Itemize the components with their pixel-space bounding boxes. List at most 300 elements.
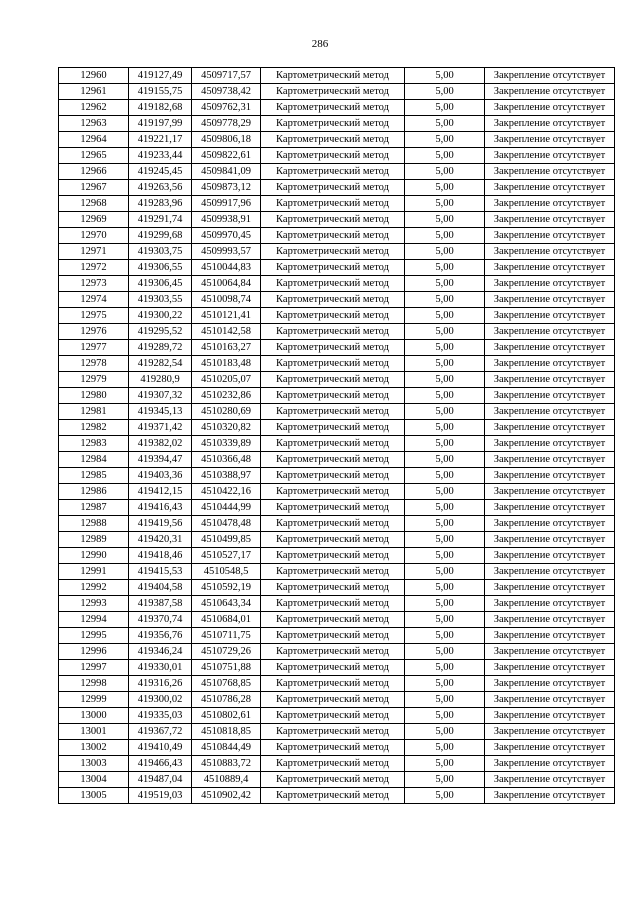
- table-row: [59, 596, 615, 612]
- method-cell: Картометрический метод: [261, 132, 405, 148]
- y-coordinate-cell: 4510142,58: [192, 324, 261, 340]
- x-coordinate-cell: 419197,99: [129, 116, 192, 132]
- table-row: [59, 292, 615, 308]
- fixing-cell: Закрепление отсутствует: [485, 788, 615, 804]
- method-cell: Картометрический метод: [261, 292, 405, 308]
- x-coordinate-cell: 419412,15: [129, 484, 192, 500]
- method-cell: Картометрический метод: [261, 500, 405, 516]
- y-coordinate-cell: 4509738,42: [192, 84, 261, 100]
- point-number-cell: 12964: [59, 132, 129, 148]
- y-coordinate-cell: 4510711,75: [192, 628, 261, 644]
- x-coordinate-cell: 419280,9: [129, 372, 192, 388]
- x-coordinate-cell: 419303,55: [129, 292, 192, 308]
- table-row: [59, 404, 615, 420]
- y-coordinate-cell: 4510883,72: [192, 756, 261, 772]
- method-cell: Картометрический метод: [261, 708, 405, 724]
- accuracy-cell: 5,00: [405, 260, 485, 276]
- fixing-cell: Закрепление отсутствует: [485, 452, 615, 468]
- method-cell: Картометрический метод: [261, 228, 405, 244]
- table-row: [59, 84, 615, 100]
- accuracy-cell: 5,00: [405, 580, 485, 596]
- x-coordinate-cell: 419300,22: [129, 308, 192, 324]
- method-cell: Картометрический метод: [261, 452, 405, 468]
- point-number-cell: 12985: [59, 468, 129, 484]
- method-cell: Картометрический метод: [261, 340, 405, 356]
- y-coordinate-cell: 4510844,49: [192, 740, 261, 756]
- x-coordinate-cell: 419370,74: [129, 612, 192, 628]
- point-number-cell: 12981: [59, 404, 129, 420]
- x-coordinate-cell: 419394,47: [129, 452, 192, 468]
- table-row: [59, 564, 615, 580]
- method-cell: Картометрический метод: [261, 436, 405, 452]
- accuracy-cell: 5,00: [405, 68, 485, 84]
- table-row: [59, 100, 615, 116]
- x-coordinate-cell: 419519,03: [129, 788, 192, 804]
- x-coordinate-cell: 419420,31: [129, 532, 192, 548]
- table-row: [59, 548, 615, 564]
- fixing-cell: Закрепление отсутствует: [485, 356, 615, 372]
- table-row: [59, 260, 615, 276]
- x-coordinate-cell: 419295,52: [129, 324, 192, 340]
- x-coordinate-cell: 419487,04: [129, 772, 192, 788]
- y-coordinate-cell: 4509762,31: [192, 100, 261, 116]
- point-number-cell: 12994: [59, 612, 129, 628]
- accuracy-cell: 5,00: [405, 244, 485, 260]
- point-number-cell: 12983: [59, 436, 129, 452]
- table-row: [59, 468, 615, 484]
- y-coordinate-cell: 4510478,48: [192, 516, 261, 532]
- x-coordinate-cell: 419221,17: [129, 132, 192, 148]
- accuracy-cell: 5,00: [405, 772, 485, 788]
- fixing-cell: Закрепление отсутствует: [485, 772, 615, 788]
- y-coordinate-cell: 4510205,07: [192, 372, 261, 388]
- accuracy-cell: 5,00: [405, 500, 485, 516]
- x-coordinate-cell: 419345,13: [129, 404, 192, 420]
- y-coordinate-cell: 4510499,85: [192, 532, 261, 548]
- y-coordinate-cell: 4509806,18: [192, 132, 261, 148]
- method-cell: Картометрический метод: [261, 612, 405, 628]
- table-row: [59, 532, 615, 548]
- x-coordinate-cell: 419330,01: [129, 660, 192, 676]
- table-row: [59, 372, 615, 388]
- y-coordinate-cell: 4510232,86: [192, 388, 261, 404]
- fixing-cell: Закрепление отсутствует: [485, 676, 615, 692]
- x-coordinate-cell: 419306,55: [129, 260, 192, 276]
- fixing-cell: Закрепление отсутствует: [485, 132, 615, 148]
- x-coordinate-cell: 419283,96: [129, 196, 192, 212]
- point-number-cell: 13002: [59, 740, 129, 756]
- point-number-cell: 12977: [59, 340, 129, 356]
- table-row: [59, 148, 615, 164]
- method-cell: Картометрический метод: [261, 100, 405, 116]
- accuracy-cell: 5,00: [405, 484, 485, 500]
- method-cell: Картометрический метод: [261, 692, 405, 708]
- fixing-cell: Закрепление отсутствует: [485, 212, 615, 228]
- y-coordinate-cell: 4509778,29: [192, 116, 261, 132]
- table-row: [59, 244, 615, 260]
- accuracy-cell: 5,00: [405, 468, 485, 484]
- accuracy-cell: 5,00: [405, 644, 485, 660]
- point-number-cell: 12961: [59, 84, 129, 100]
- fixing-cell: Закрепление отсутствует: [485, 516, 615, 532]
- y-coordinate-cell: 4510098,74: [192, 292, 261, 308]
- point-number-cell: 12996: [59, 644, 129, 660]
- y-coordinate-cell: 4510121,41: [192, 308, 261, 324]
- point-number-cell: 13001: [59, 724, 129, 740]
- fixing-cell: Закрепление отсутствует: [485, 660, 615, 676]
- accuracy-cell: 5,00: [405, 756, 485, 772]
- method-cell: Картометрический метод: [261, 388, 405, 404]
- x-coordinate-cell: 419245,45: [129, 164, 192, 180]
- table-row: [59, 740, 615, 756]
- fixing-cell: Закрепление отсутствует: [485, 164, 615, 180]
- method-cell: Картометрический метод: [261, 772, 405, 788]
- x-coordinate-cell: 419416,43: [129, 500, 192, 516]
- y-coordinate-cell: 4510280,69: [192, 404, 261, 420]
- fixing-cell: Закрепление отсутствует: [485, 548, 615, 564]
- point-number-cell: 12976: [59, 324, 129, 340]
- method-cell: Картометрический метод: [261, 580, 405, 596]
- method-cell: Картометрический метод: [261, 84, 405, 100]
- point-number-cell: 12979: [59, 372, 129, 388]
- x-coordinate-cell: 419263,56: [129, 180, 192, 196]
- x-coordinate-cell: 419306,45: [129, 276, 192, 292]
- method-cell: Картометрический метод: [261, 516, 405, 532]
- method-cell: Картометрический метод: [261, 788, 405, 804]
- x-coordinate-cell: 419410,49: [129, 740, 192, 756]
- point-number-cell: 13005: [59, 788, 129, 804]
- fixing-cell: Закрепление отсутствует: [485, 612, 615, 628]
- table-row: [59, 308, 615, 324]
- x-coordinate-cell: 419291,74: [129, 212, 192, 228]
- point-number-cell: 12960: [59, 68, 129, 84]
- table-row: [59, 212, 615, 228]
- y-coordinate-cell: 4509917,96: [192, 196, 261, 212]
- table-row: [59, 340, 615, 356]
- accuracy-cell: 5,00: [405, 596, 485, 612]
- y-coordinate-cell: 4510548,5: [192, 564, 261, 580]
- y-coordinate-cell: 4509841,09: [192, 164, 261, 180]
- x-coordinate-cell: 419346,24: [129, 644, 192, 660]
- coordinates-table: [58, 67, 615, 804]
- accuracy-cell: 5,00: [405, 708, 485, 724]
- method-cell: Картометрический метод: [261, 180, 405, 196]
- fixing-cell: Закрепление отсутствует: [485, 724, 615, 740]
- y-coordinate-cell: 4509873,12: [192, 180, 261, 196]
- accuracy-cell: 5,00: [405, 324, 485, 340]
- y-coordinate-cell: 4510366,48: [192, 452, 261, 468]
- point-number-cell: 12990: [59, 548, 129, 564]
- table-row: [59, 116, 615, 132]
- accuracy-cell: 5,00: [405, 564, 485, 580]
- point-number-cell: 12973: [59, 276, 129, 292]
- point-number-cell: 12980: [59, 388, 129, 404]
- fixing-cell: Закрепление отсутствует: [485, 756, 615, 772]
- x-coordinate-cell: 419403,36: [129, 468, 192, 484]
- point-number-cell: 12975: [59, 308, 129, 324]
- method-cell: Картометрический метод: [261, 356, 405, 372]
- method-cell: Картометрический метод: [261, 372, 405, 388]
- point-number-cell: 12995: [59, 628, 129, 644]
- fixing-cell: Закрепление отсутствует: [485, 740, 615, 756]
- method-cell: Картометрический метод: [261, 148, 405, 164]
- table-row: [59, 452, 615, 468]
- table-row: [59, 180, 615, 196]
- method-cell: Картометрический метод: [261, 196, 405, 212]
- accuracy-cell: 5,00: [405, 308, 485, 324]
- method-cell: Картометрический метод: [261, 68, 405, 84]
- table-row: [59, 164, 615, 180]
- fixing-cell: Закрепление отсутствует: [485, 436, 615, 452]
- fixing-cell: Закрепление отсутствует: [485, 116, 615, 132]
- accuracy-cell: 5,00: [405, 148, 485, 164]
- accuracy-cell: 5,00: [405, 532, 485, 548]
- method-cell: Картометрический метод: [261, 740, 405, 756]
- accuracy-cell: 5,00: [405, 132, 485, 148]
- accuracy-cell: 5,00: [405, 180, 485, 196]
- y-coordinate-cell: 4510751,88: [192, 660, 261, 676]
- y-coordinate-cell: 4510889,4: [192, 772, 261, 788]
- table-row: [59, 692, 615, 708]
- accuracy-cell: 5,00: [405, 692, 485, 708]
- fixing-cell: Закрепление отсутствует: [485, 644, 615, 660]
- table-row: [59, 500, 615, 516]
- method-cell: Картометрический метод: [261, 628, 405, 644]
- method-cell: Картометрический метод: [261, 564, 405, 580]
- method-cell: Картометрический метод: [261, 308, 405, 324]
- fixing-cell: Закрепление отсутствует: [485, 484, 615, 500]
- table-row: [59, 484, 615, 500]
- table-row: [59, 324, 615, 340]
- accuracy-cell: 5,00: [405, 660, 485, 676]
- y-coordinate-cell: 4509717,57: [192, 68, 261, 84]
- fixing-cell: Закрепление отсутствует: [485, 276, 615, 292]
- accuracy-cell: 5,00: [405, 292, 485, 308]
- coordinates-table-body: [59, 68, 615, 804]
- x-coordinate-cell: 419419,56: [129, 516, 192, 532]
- x-coordinate-cell: 419307,32: [129, 388, 192, 404]
- fixing-cell: Закрепление отсутствует: [485, 148, 615, 164]
- point-number-cell: 12997: [59, 660, 129, 676]
- point-number-cell: 12962: [59, 100, 129, 116]
- fixing-cell: Закрепление отсутствует: [485, 372, 615, 388]
- x-coordinate-cell: 419387,58: [129, 596, 192, 612]
- table-row: [59, 276, 615, 292]
- y-coordinate-cell: 4510044,83: [192, 260, 261, 276]
- point-number-cell: 12971: [59, 244, 129, 260]
- method-cell: Картометрический метод: [261, 212, 405, 228]
- fixing-cell: Закрепление отсутствует: [485, 692, 615, 708]
- point-number-cell: 12986: [59, 484, 129, 500]
- accuracy-cell: 5,00: [405, 724, 485, 740]
- accuracy-cell: 5,00: [405, 676, 485, 692]
- x-coordinate-cell: 419356,76: [129, 628, 192, 644]
- y-coordinate-cell: 4509993,57: [192, 244, 261, 260]
- accuracy-cell: 5,00: [405, 276, 485, 292]
- table-row: [59, 132, 615, 148]
- y-coordinate-cell: 4510818,85: [192, 724, 261, 740]
- table-row: [59, 388, 615, 404]
- accuracy-cell: 5,00: [405, 212, 485, 228]
- method-cell: Картометрический метод: [261, 404, 405, 420]
- accuracy-cell: 5,00: [405, 452, 485, 468]
- table-row: [59, 724, 615, 740]
- fixing-cell: Закрепление отсутствует: [485, 532, 615, 548]
- fixing-cell: Закрепление отсутствует: [485, 84, 615, 100]
- method-cell: Картометрический метод: [261, 756, 405, 772]
- accuracy-cell: 5,00: [405, 388, 485, 404]
- y-coordinate-cell: 4509822,61: [192, 148, 261, 164]
- fixing-cell: Закрепление отсутствует: [485, 244, 615, 260]
- y-coordinate-cell: 4510444,99: [192, 500, 261, 516]
- point-number-cell: 13003: [59, 756, 129, 772]
- point-number-cell: 12989: [59, 532, 129, 548]
- x-coordinate-cell: 419418,46: [129, 548, 192, 564]
- y-coordinate-cell: 4509970,45: [192, 228, 261, 244]
- method-cell: Картометрический метод: [261, 324, 405, 340]
- method-cell: Картометрический метод: [261, 532, 405, 548]
- x-coordinate-cell: 419233,44: [129, 148, 192, 164]
- x-coordinate-cell: 419382,02: [129, 436, 192, 452]
- point-number-cell: 12991: [59, 564, 129, 580]
- table-row: [59, 628, 615, 644]
- table-row: [59, 788, 615, 804]
- fixing-cell: Закрепление отсутствует: [485, 404, 615, 420]
- method-cell: Картометрический метод: [261, 676, 405, 692]
- fixing-cell: Закрепление отсутствует: [485, 628, 615, 644]
- x-coordinate-cell: 419316,26: [129, 676, 192, 692]
- table-row: [59, 756, 615, 772]
- table-row: [59, 436, 615, 452]
- fixing-cell: Закрепление отсутствует: [485, 500, 615, 516]
- y-coordinate-cell: 4510320,82: [192, 420, 261, 436]
- accuracy-cell: 5,00: [405, 116, 485, 132]
- point-number-cell: 12978: [59, 356, 129, 372]
- table-row: [59, 420, 615, 436]
- fixing-cell: Закрепление отсутствует: [485, 100, 615, 116]
- accuracy-cell: 5,00: [405, 340, 485, 356]
- fixing-cell: Закрепление отсутствует: [485, 324, 615, 340]
- fixing-cell: Закрепление отсутствует: [485, 420, 615, 436]
- x-coordinate-cell: 419282,54: [129, 356, 192, 372]
- y-coordinate-cell: 4510163,27: [192, 340, 261, 356]
- table-row: [59, 644, 615, 660]
- accuracy-cell: 5,00: [405, 164, 485, 180]
- accuracy-cell: 5,00: [405, 356, 485, 372]
- y-coordinate-cell: 4510684,01: [192, 612, 261, 628]
- x-coordinate-cell: 419335,03: [129, 708, 192, 724]
- table-row: [59, 660, 615, 676]
- fixing-cell: Закрепление отсутствует: [485, 292, 615, 308]
- x-coordinate-cell: 419182,68: [129, 100, 192, 116]
- method-cell: Картометрический метод: [261, 260, 405, 276]
- fixing-cell: Закрепление отсутствует: [485, 580, 615, 596]
- point-number-cell: 12966: [59, 164, 129, 180]
- accuracy-cell: 5,00: [405, 436, 485, 452]
- fixing-cell: Закрепление отсутствует: [485, 260, 615, 276]
- point-number-cell: 12988: [59, 516, 129, 532]
- fixing-cell: Закрепление отсутствует: [485, 68, 615, 84]
- x-coordinate-cell: 419299,68: [129, 228, 192, 244]
- x-coordinate-cell: 419289,72: [129, 340, 192, 356]
- accuracy-cell: 5,00: [405, 404, 485, 420]
- accuracy-cell: 5,00: [405, 84, 485, 100]
- accuracy-cell: 5,00: [405, 372, 485, 388]
- point-number-cell: 12999: [59, 692, 129, 708]
- y-coordinate-cell: 4510768,85: [192, 676, 261, 692]
- y-coordinate-cell: 4510064,84: [192, 276, 261, 292]
- method-cell: Картометрический метод: [261, 484, 405, 500]
- y-coordinate-cell: 4510643,34: [192, 596, 261, 612]
- y-coordinate-cell: 4510527,17: [192, 548, 261, 564]
- method-cell: Картометрический метод: [261, 276, 405, 292]
- accuracy-cell: 5,00: [405, 740, 485, 756]
- accuracy-cell: 5,00: [405, 100, 485, 116]
- table-row: [59, 772, 615, 788]
- y-coordinate-cell: 4509938,91: [192, 212, 261, 228]
- method-cell: Картометрический метод: [261, 116, 405, 132]
- point-number-cell: 12963: [59, 116, 129, 132]
- point-number-cell: 12968: [59, 196, 129, 212]
- table-row: [59, 68, 615, 84]
- x-coordinate-cell: 419371,42: [129, 420, 192, 436]
- accuracy-cell: 5,00: [405, 420, 485, 436]
- x-coordinate-cell: 419404,58: [129, 580, 192, 596]
- method-cell: Картометрический метод: [261, 548, 405, 564]
- y-coordinate-cell: 4510388,97: [192, 468, 261, 484]
- method-cell: Картометрический метод: [261, 468, 405, 484]
- point-number-cell: 13004: [59, 772, 129, 788]
- fixing-cell: Закрепление отсутствует: [485, 708, 615, 724]
- method-cell: Картометрический метод: [261, 164, 405, 180]
- point-number-cell: 12970: [59, 228, 129, 244]
- point-number-cell: 12965: [59, 148, 129, 164]
- method-cell: Картометрический метод: [261, 420, 405, 436]
- table-row: [59, 580, 615, 596]
- x-coordinate-cell: 419155,75: [129, 84, 192, 100]
- point-number-cell: 12974: [59, 292, 129, 308]
- x-coordinate-cell: 419300,02: [129, 692, 192, 708]
- y-coordinate-cell: 4510802,61: [192, 708, 261, 724]
- accuracy-cell: 5,00: [405, 628, 485, 644]
- table-row: [59, 516, 615, 532]
- accuracy-cell: 5,00: [405, 228, 485, 244]
- x-coordinate-cell: 419303,75: [129, 244, 192, 260]
- page-number: 286: [311, 38, 329, 50]
- fixing-cell: Закрепление отсутствует: [485, 596, 615, 612]
- accuracy-cell: 5,00: [405, 196, 485, 212]
- y-coordinate-cell: 4510592,19: [192, 580, 261, 596]
- point-number-cell: 12984: [59, 452, 129, 468]
- fixing-cell: Закрепление отсутствует: [485, 340, 615, 356]
- x-coordinate-cell: 419367,72: [129, 724, 192, 740]
- table-row: [59, 708, 615, 724]
- accuracy-cell: 5,00: [405, 548, 485, 564]
- point-number-cell: 12987: [59, 500, 129, 516]
- point-number-cell: 12969: [59, 212, 129, 228]
- x-coordinate-cell: 419127,49: [129, 68, 192, 84]
- point-number-cell: 12982: [59, 420, 129, 436]
- y-coordinate-cell: 4510729,26: [192, 644, 261, 660]
- table-row: [59, 356, 615, 372]
- fixing-cell: Закрепление отсутствует: [485, 180, 615, 196]
- y-coordinate-cell: 4510183,48: [192, 356, 261, 372]
- y-coordinate-cell: 4510786,28: [192, 692, 261, 708]
- method-cell: Картометрический метод: [261, 644, 405, 660]
- point-number-cell: 12992: [59, 580, 129, 596]
- y-coordinate-cell: 4510422,16: [192, 484, 261, 500]
- point-number-cell: 12993: [59, 596, 129, 612]
